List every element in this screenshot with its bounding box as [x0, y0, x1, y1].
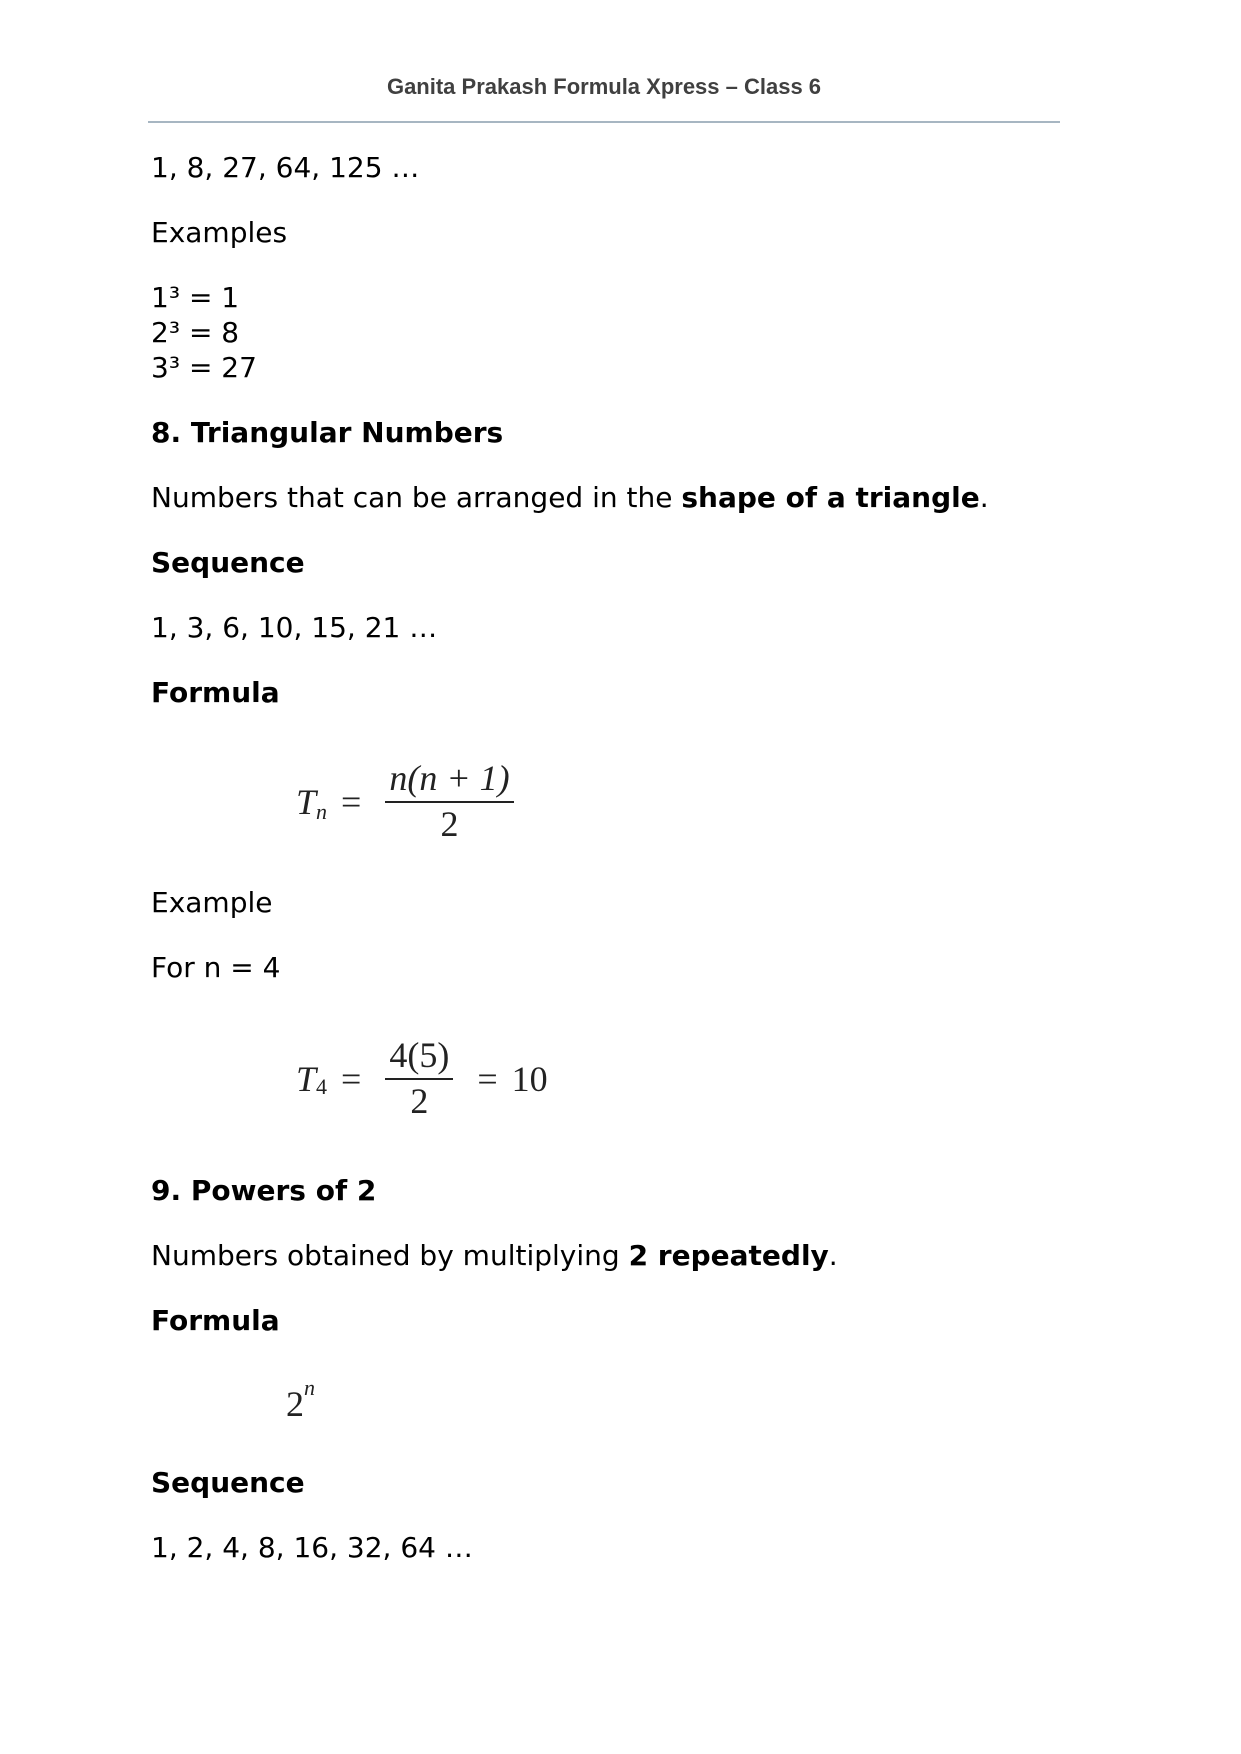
triangular-sequence-label: Sequence	[151, 546, 305, 579]
formula-equals: =	[341, 781, 362, 822]
powers-formula	[286, 1375, 315, 1425]
cubes-sequence: 1, 8, 27, 64, 125 …	[151, 151, 420, 184]
powers-description	[151, 1238, 838, 1273]
example-lhs-subscript: 4	[316, 1073, 328, 1099]
formula-denominator: 2	[440, 804, 459, 844]
example-result: 10	[511, 1058, 548, 1099]
triangular-sequence: 1, 3, 6, 10, 15, 21 …	[151, 611, 438, 644]
cubes-example-1: 1³ = 1	[151, 281, 240, 314]
triangular-example-formula	[296, 1035, 548, 1122]
example-numerator: 4(5)	[385, 1035, 453, 1080]
powers-formula-label: Formula	[151, 1304, 280, 1337]
section-heading-powers: 9. Powers of 2	[151, 1174, 377, 1207]
cubes-examples-label: Examples	[151, 216, 288, 249]
triangular-example-condition: For n = 4	[151, 951, 281, 984]
example-fraction	[385, 1035, 453, 1122]
desc-suffix: .	[828, 1239, 838, 1272]
page-header-title: Ganita Prakash Formula Xpress – Class 6	[386, 74, 822, 99]
example-equals-2: =	[477, 1058, 498, 1099]
triangular-formula	[296, 758, 524, 845]
formula-lhs: T	[296, 781, 317, 822]
cubes-example-2: 2³ = 8	[151, 316, 240, 349]
header-divider	[148, 121, 1060, 123]
desc-bold-text: shape of a triangle	[681, 481, 980, 514]
desc-text: Numbers obtained by multiplying	[151, 1239, 629, 1272]
desc-text: Numbers that can be arranged in the	[151, 481, 682, 514]
formula-exponent: n	[304, 1375, 315, 1400]
desc-bold-text: 2 repeatedly	[628, 1239, 829, 1272]
formula-fraction	[385, 758, 513, 845]
formula-numerator: n(n + 1)	[385, 758, 513, 803]
example-equals: =	[341, 1058, 362, 1099]
formula-lhs-subscript: n	[316, 798, 328, 824]
formula-base: 2	[286, 1384, 304, 1424]
example-lhs: T	[296, 1058, 317, 1099]
desc-suffix: .	[979, 481, 989, 514]
powers-sequence: 1, 2, 4, 8, 16, 32, 64 …	[151, 1531, 473, 1564]
cubes-example-3: 3³ = 27	[151, 351, 257, 384]
triangular-description	[151, 480, 989, 515]
section-heading-triangular: 8. Triangular Numbers	[151, 416, 504, 449]
triangular-formula-label: Formula	[151, 676, 280, 709]
example-denominator: 2	[410, 1081, 429, 1121]
powers-sequence-label: Sequence	[151, 1466, 305, 1499]
triangular-example-label: Example	[151, 886, 273, 919]
